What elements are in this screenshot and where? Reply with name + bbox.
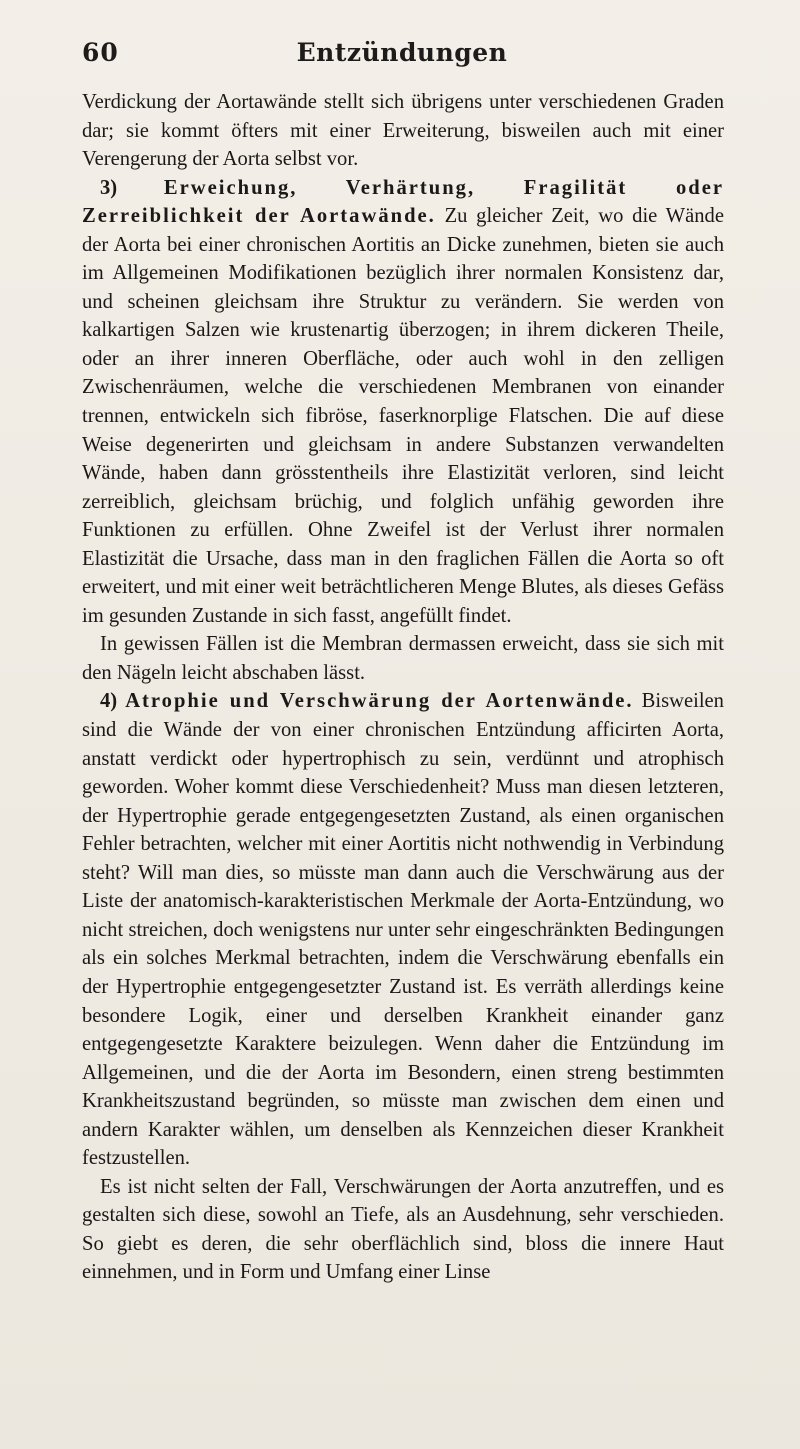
section-4-paragraph [82, 687, 724, 1172]
section-3-paragraph [82, 174, 724, 631]
paragraph-continuation [82, 88, 724, 174]
section-heading: Erweichung, Verhärtung, Fragilität oder Zerreiblichkeit der Aortawände. [82, 176, 725, 228]
paragraph [82, 630, 724, 687]
paragraph-text: Verdickung der Aortawände stellt sich übrigens unter verschiedenen Graden dar; sie kommt öfters mit einer Erweiterung, bisweilen auch mit einer Verengerung der Aorta selbst vor. [82, 91, 724, 171]
section-heading: Atrophie und Verschwärung der Aortenwände. [125, 690, 634, 713]
body-text [82, 88, 724, 1287]
paragraph-text: In gewissen Fällen ist die Membran dermassen erweicht, dass sie sich mit den Nägeln leicht abschaben lässt. [82, 633, 724, 684]
section-number: 3) [100, 176, 118, 199]
section-number: 4) [100, 690, 118, 713]
paragraph-text: Es ist nicht selten der Fall, Verschwärungen der Aorta anzutreffen, und es gestalten sich diese, sowohl an Tiefe, als an Ausdehnung, sehr verschieden. So giebt es deren, die sehr oberflächlich sind, bloss die innere Haut einnehmen, und in Form und Umfang einer Linse [82, 1175, 724, 1284]
paragraph-text: Zu gleicher Zeit, wo die Wände der Aorta bei einer chronischen Aortitis an Dicke zunehmen, bieten sie auch im Allgemeinen Modifikationen bezüglich ihrer normalen Konsistenz dar, und scheinen gleichsam ihre Struktur zu verändern. Sie werden von kalkartigen Salzen wie krustenartig überzogen; in ihrem dickeren Theile, oder an ihrer inneren Oberfläche, oder auch wohl in den zelligen Zwischenräumen, welche die verschiedenen Membranen von einander trennen, entwickeln sich fibröse, faserknorplige Flatschen. Die auf diese Weise degenerirten und gleichsam in andere Substanzen verwandelten Wände, haben dann grösstentheils ihre Elastizität verloren, sind leicht zerreiblich, gleichsam brüchig, und folglich unfähig geworden ihre Funktionen zu erfüllen. Ohne Zweifel ist der Verlust ihrer normalen Elastizität die Ursache, dass man in den fraglichen Fällen die Aorta so oft erweitert, und mit einer weit beträchtlicheren Menge Blutes, als dieses Gefäss im gesunden Zustande in sich fasst, angefüllt findet. [82, 205, 724, 627]
page-number: 60 [82, 38, 119, 67]
running-title: Entzündungen [296, 38, 508, 67]
page-header [82, 38, 722, 78]
paragraph-text: Bisweilen sind die Wände der von einer chronischen Entzündung afficirten Aorta, anstatt verdickt oder hypertrophisch zu sein, verdünnt und atrophisch geworden. Woher kommt diese Verschiedenheit? Muss man diesen letzteren, der Hypertrophie gerade entgegengesetzten Zustand, als einen organischen Fehler betrachten, welcher mit einer Aortitis nicht nothwendig in Verbindung steht? Will man dies, so müsste man dann auch die Verschwärung aus der Liste der anatomisch-karakteristischen Merkmale der Aorta-Entzündung, wo nicht streichen, doch wenigstens nur unter sehr eingeschränkten Bedingungen als ein solches Merkmal betrachten, indem die Verschwärung ebenfalls ein der Hypertrophie entgegengesetzter Zustand ist. Es verräth allerdings keine besondere Logik, einer und derselben Krankheit einander ganz entgegengesetzte Karaktere beizulegen. Wenn daher die Entzündung im Allgemeinen, und die der Aorta im Besondern, einen streng bestimmten Krankheitszustand begründen, so müsste man zwischen dem einen und andern Karakter wählen, um denselben als Kennzeichen dieser Krankheit festzustellen. [82, 690, 724, 1170]
paragraph [82, 1173, 724, 1287]
